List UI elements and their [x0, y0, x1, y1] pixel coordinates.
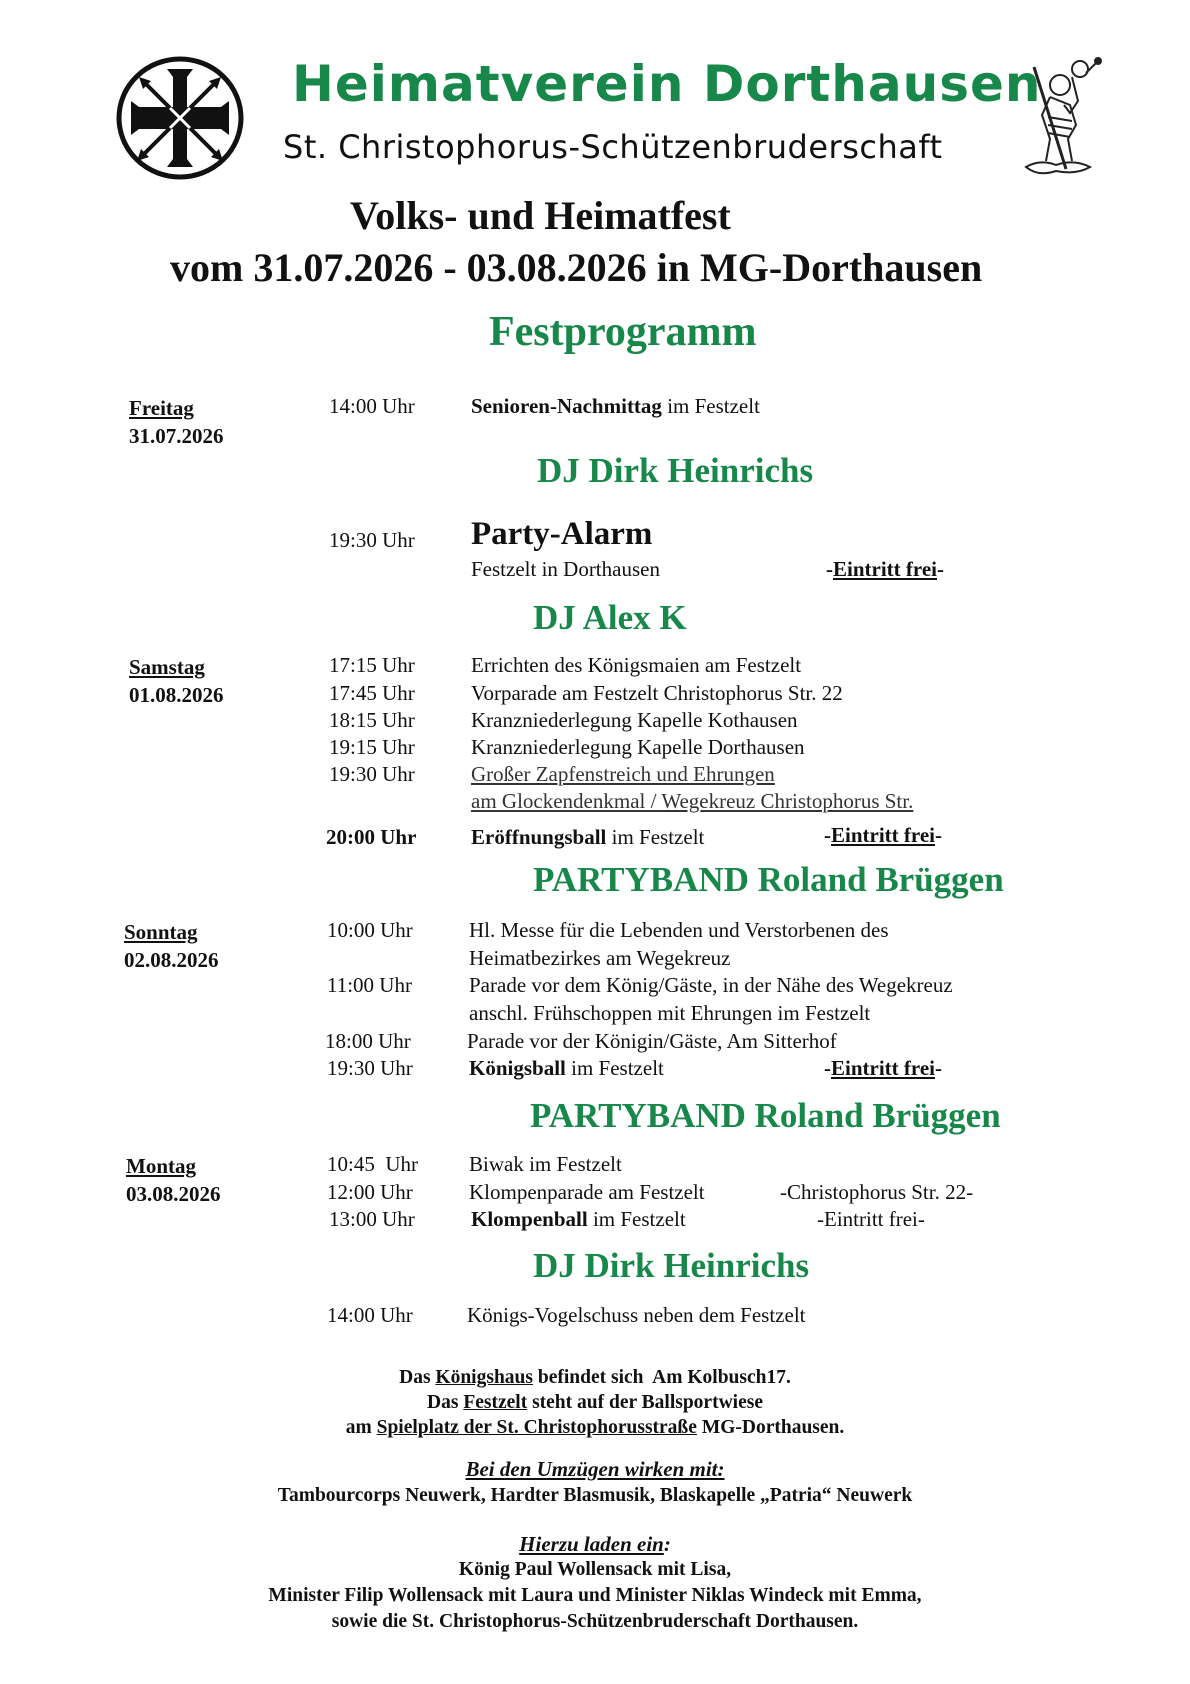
event-description: Königs-Vogelschuss neben dem Festzelt	[467, 1303, 806, 1327]
day-date: 02.08.2026	[124, 948, 219, 972]
event-description: Hl. Messe für die Lebenden und Verstorbenen des	[469, 918, 889, 942]
day-label-sonntag	[124, 918, 219, 974]
admission-dash: -	[935, 1056, 942, 1080]
event-time: 14:00 Uhr	[329, 394, 415, 418]
event-description	[471, 825, 704, 850]
event-title-bold: Eröffnungsball	[471, 825, 607, 849]
info-text-underlined: Spielplatz der St. Christophorusstraße	[376, 1417, 697, 1438]
info-text: steht auf der Ballsportwiese	[527, 1392, 763, 1413]
club-subtitle: St. Christophorus-Schützenbruderschaft	[283, 128, 943, 166]
info-text-underlined: Königshaus	[435, 1367, 533, 1388]
club-title: Heimatverein Dorthausen	[292, 55, 1042, 113]
admission-text: Eintritt frei	[831, 823, 935, 847]
bands-heading	[0, 1457, 1190, 1482]
event-description: Parade vor dem König/Gäste, in der Nähe des Wegekreuz	[469, 973, 953, 997]
event-time: 19:30 Uhr	[329, 528, 415, 552]
admission-text: Eintritt frei	[833, 557, 937, 581]
event-description: Klompenparade am Festzelt	[469, 1180, 705, 1204]
event-time: 13:00 Uhr	[329, 1207, 415, 1231]
event-time: 14:00 Uhr	[327, 1303, 413, 1327]
admission-text: Eintritt frei	[831, 1056, 935, 1080]
info-text-underlined: Festzelt	[463, 1392, 528, 1413]
event-time: 19:30 Uhr	[329, 762, 415, 786]
event-description: Parade vor der Königin/Gäste, Am Sitterhof	[467, 1029, 837, 1053]
day-name: Freitag	[129, 396, 194, 420]
day-label-samstag	[129, 653, 224, 709]
info-line-spielplatz	[0, 1417, 1190, 1439]
admission-note	[824, 1056, 942, 1081]
event-description: Biwak im Festzelt	[469, 1152, 622, 1176]
invite-heading-text: Hierzu laden ein	[519, 1532, 664, 1556]
invite-heading	[0, 1532, 1190, 1557]
event-time: 10:45 Uhr	[327, 1152, 418, 1176]
party-alarm-title: Party-Alarm	[471, 516, 653, 552]
event-time: 11:00 Uhr	[327, 973, 412, 997]
admission-dash: -	[824, 1056, 831, 1080]
st-christophorus-figure-icon	[1020, 55, 1108, 177]
bands-list: Tambourcorps Neuwerk, Hardter Blasmusik, Blaskapelle „Patria“ Neuwerk	[277, 1485, 913, 1506]
event-dates: vom 31.07.2026 - 03.08.2026 in MG-Dorthausen	[170, 245, 983, 290]
admission-dash: -	[826, 557, 833, 581]
day-date: 01.08.2026	[129, 683, 224, 707]
event-description: Kranzniederlegung Kapelle Dorthausen	[471, 735, 805, 759]
day-date: 03.08.2026	[126, 1182, 221, 1206]
day-date: 31.07.2026	[129, 424, 224, 448]
admission-dash: -	[935, 823, 942, 847]
event-description	[471, 394, 760, 419]
program-heading: Festprogramm	[489, 309, 757, 355]
day-name: Samstag	[129, 655, 205, 679]
event-text: im Festzelt	[606, 825, 705, 849]
act-dj-dirk-heinrichs: DJ Dirk Heinrichs	[537, 451, 814, 490]
event-description: Vorparade am Festzelt Christophorus Str. 22	[471, 681, 843, 705]
info-text: Das	[427, 1392, 464, 1413]
info-text: MG-Dorthausen.	[696, 1417, 845, 1438]
admission-note	[824, 823, 942, 848]
invite-line-2: Minister Filip Wollensack mit Laura und Minister Niklas Windeck mit Emma,	[268, 1585, 922, 1606]
event-time: 19:15 Uhr	[329, 735, 415, 759]
event-title-bold: Königsball	[469, 1056, 566, 1080]
bands-heading-text: Bei den Umzügen wirken mit:	[465, 1457, 725, 1481]
event-time: 17:15 Uhr	[329, 653, 415, 677]
event-time: 10:00 Uhr	[327, 918, 413, 942]
info-line-festzelt	[0, 1392, 1190, 1414]
event-time: 18:00 Uhr	[325, 1029, 411, 1053]
act-partyband: PARTYBAND Roland Brüggen	[533, 860, 1004, 899]
admission-dash: -	[937, 557, 944, 581]
event-time: 20:00 Uhr	[326, 825, 417, 849]
event-time: 19:30 Uhr	[327, 1056, 413, 1080]
day-label-montag	[126, 1152, 221, 1208]
act-dj-alex-k: DJ Alex K	[533, 598, 687, 637]
info-text: Das	[399, 1367, 436, 1388]
info-line-koenigshaus	[0, 1367, 1190, 1389]
day-name: Sonntag	[124, 920, 198, 944]
act-partyband: PARTYBAND Roland Brüggen	[530, 1096, 1001, 1135]
event-text: im Festzelt	[587, 1207, 686, 1231]
event-description	[469, 1056, 664, 1081]
event-description-line2: am Glockendenkmal / Wegekreuz Christophorus Str.	[471, 789, 914, 813]
admission-note	[826, 557, 944, 582]
invite-line-1: König Paul Wollensack mit Lisa,	[458, 1559, 732, 1580]
event-time: 18:15 Uhr	[329, 708, 415, 732]
event-title-bold: Senioren-Nachmittag	[471, 394, 662, 418]
info-text: am	[345, 1417, 377, 1438]
day-name: Montag	[126, 1154, 196, 1178]
event-time: 17:45 Uhr	[329, 681, 415, 705]
event-text: im Festzelt	[661, 394, 760, 418]
event-time: 12:00 Uhr	[327, 1180, 413, 1204]
location-note: -Christophorus Str. 22-	[780, 1180, 974, 1204]
party-location: Festzelt in Dorthausen	[471, 557, 660, 581]
event-description-line2: Heimatbezirkes am Wegekreuz	[469, 946, 731, 970]
event-text: im Festzelt	[565, 1056, 664, 1080]
invite-line-3: sowie die St. Christophorus-Schützenbruderschaft Dorthausen.	[331, 1611, 859, 1632]
info-text: befindet sich Am Kolbusch17.	[532, 1367, 791, 1388]
act-dj-dirk-heinrichs: DJ Dirk Heinrichs	[533, 1246, 810, 1285]
invite-colon: :	[663, 1532, 671, 1556]
event-title: Volks- und Heimatfest	[350, 193, 731, 238]
event-description: Großer Zapfenstreich und Ehrungen	[471, 762, 775, 786]
event-description: Kranzniederlegung Kapelle Kothausen	[471, 708, 798, 732]
admission-note: -Eintritt frei-	[817, 1207, 925, 1231]
event-description-line2: anschl. Frühschoppen mit Ehrungen im Festzelt	[469, 1001, 871, 1025]
event-description: Errichten des Königsmaien am Festzelt	[471, 653, 802, 677]
event-description	[471, 1207, 686, 1232]
day-label-freitag	[129, 394, 224, 450]
event-title-bold: Klompenball	[471, 1207, 588, 1231]
admission-dash: -	[824, 823, 831, 847]
cross-arrows-emblem-icon	[115, 55, 245, 181]
